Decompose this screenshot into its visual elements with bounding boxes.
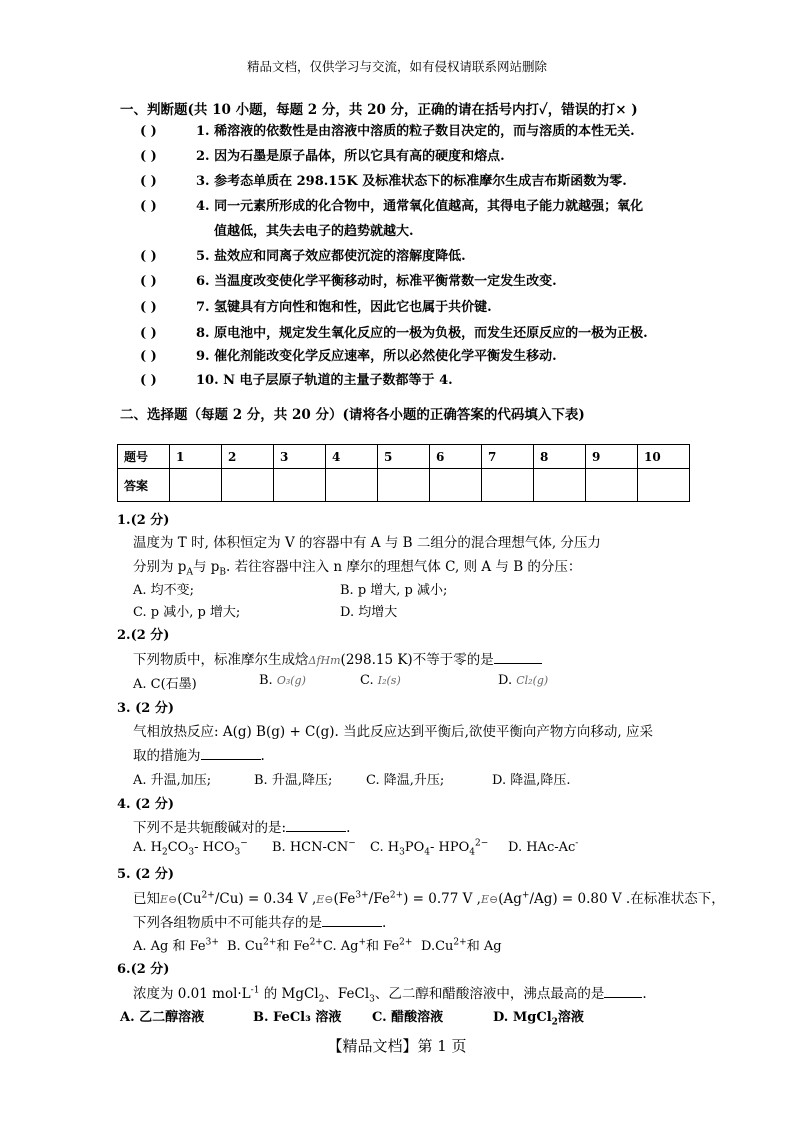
table-num: 7 xyxy=(482,445,534,469)
page-header: 精品文档，仅供学习与交流，如有侵权请联系网站删除 xyxy=(246,59,547,74)
tf-item-4-cont: 值越低，其失去电子的趋势就越大. xyxy=(214,224,414,239)
q1-option-c[interactable]: C. p 减小, p 增大; xyxy=(133,605,241,620)
answer-blank[interactable] xyxy=(604,985,642,998)
answer-cell[interactable] xyxy=(274,469,326,502)
answer-bracket[interactable]: ( ) xyxy=(140,124,157,139)
potential-symbol: E⊖ xyxy=(480,893,499,906)
answer-bracket[interactable]: ( ) xyxy=(140,326,157,341)
answer-cell[interactable] xyxy=(326,469,378,502)
q1-option-a[interactable]: A. 均不变; xyxy=(133,583,195,598)
q3-line1: 气相放热反应: A(g) B(g) + C(g). 当此反应达到平衡后,欲使平衡向产物方向移动, 应采 xyxy=(133,724,654,740)
q1-line1: 温度为 T 时, 体积恒定为 V 的容器中有 A 与 B 二组分的混合理想气体, 分压力 xyxy=(133,535,601,551)
section2-title: 二、选择题（每题 2 分，共 20 分）(请将各小题的正确答案的代码填入下表) xyxy=(120,407,585,423)
answer-bracket[interactable]: ( ) xyxy=(140,373,157,388)
table-num: 10 xyxy=(638,445,690,469)
q6-option-d[interactable]: D. MgCl$_2$溶液 xyxy=(493,1010,584,1028)
tf-item-3 xyxy=(140,170,627,189)
answer-bracket[interactable]: ( ) xyxy=(140,174,157,189)
tf-item-2 xyxy=(140,145,505,164)
tf-text: 9. 催化剂能改变化学反应速率，所以必然使化学平衡发生移动. xyxy=(196,349,557,364)
q2-number: 2.(2 分) xyxy=(117,628,170,643)
q5-option-d[interactable]: $D.Cu^{2+}$和 Ag xyxy=(421,937,502,954)
q4-number: 4. (2 分) xyxy=(117,797,174,812)
q1-option-d[interactable]: D. 均增大 xyxy=(340,605,398,620)
tf-text: 5. 盐效应和同离子效应都使沉淀的溶解度降低. xyxy=(196,249,466,264)
answer-bracket[interactable]: ( ) xyxy=(140,300,157,315)
answer-cell[interactable] xyxy=(170,469,222,502)
q4-option-b[interactable]: B. HCN-CN− xyxy=(272,838,356,855)
answer-bracket[interactable]: ( ) xyxy=(140,249,157,264)
q3-option-d[interactable]: D. 降温,降压. xyxy=(492,773,571,788)
potential-symbol: E⊖ xyxy=(160,893,178,906)
q4-option-c[interactable]: C. $H_3PO_4-$ $HPO_4^{2-}$ xyxy=(370,838,489,858)
q5-number: 5. (2 分) xyxy=(117,867,174,882)
answer-blank[interactable] xyxy=(494,651,542,664)
table-answer-label: 答案 xyxy=(118,469,170,502)
q3-option-b[interactable]: B. 升温,降压; xyxy=(254,773,333,788)
answer-cell[interactable] xyxy=(430,469,482,502)
q5-option-a[interactable]: A. Ag 和 $Fe^{3+}$ xyxy=(133,937,219,954)
table-head-label: 题号 xyxy=(118,445,170,469)
answer-bracket[interactable]: ( ) xyxy=(140,349,157,364)
answer-bracket[interactable]: ( ) xyxy=(140,149,157,164)
answer-cell[interactable] xyxy=(222,469,274,502)
answer-bracket[interactable]: ( ) xyxy=(140,199,157,214)
q5-line1: 已知$E⊖(Cu^{2+}/Cu) = 0.34$ V $,E⊖(Fe^{3+}/Fe^{2+}) = 0.77$ V ,E⊖(Ag+/Ag) = 0.80 V .在标准状态下， xyxy=(133,890,725,907)
tf-item-10 xyxy=(140,369,453,388)
tf-item-8 xyxy=(140,322,648,341)
answer-cell[interactable] xyxy=(586,469,638,502)
tf-text: 8. 原电池中，规定发生氧化反应的一极为负极，而发生还原反应的一极为正极. xyxy=(196,326,648,341)
q6-line1: 浓度为 0.01 $mol\cdot L^{-1}$ 的 MgCl$_2$、FeCl$_3$、乙二醇和醋酸溶液中，沸点最高的是 . xyxy=(133,985,647,1005)
q1-option-b[interactable]: B. p 增大, p 减小; xyxy=(340,583,448,598)
tf-text: 6. 当温度改变使化学平衡移动时，标准平衡常数一定发生改变. xyxy=(196,274,557,289)
q6-option-b[interactable]: B. FeCl₃ 溶液 xyxy=(253,1010,342,1025)
q6-option-a[interactable]: A. 乙二醇溶液 xyxy=(120,1010,205,1025)
q4-line1: 下列不是共轭酸碱对的是: . xyxy=(133,820,351,836)
tf-text: 4. 同一元素所形成的化合物中，通常氧化值越高，其得电子能力就越强；氧化 xyxy=(196,199,644,214)
answer-cell[interactable] xyxy=(638,469,690,502)
q6-number: 6.(2 分) xyxy=(117,962,170,977)
enthalpy-symbol: ΔfHm xyxy=(308,654,341,667)
q4-option-d[interactable]: D. HAc-Ac- xyxy=(508,838,579,855)
answer-blank[interactable] xyxy=(322,914,382,927)
q2-option-b[interactable]: B. O₃(g) xyxy=(259,673,306,688)
table-num: 5 xyxy=(378,445,430,469)
table-num: 6 xyxy=(430,445,482,469)
q2-option-c[interactable]: C. I₂(s) xyxy=(360,673,401,688)
table-num: 9 xyxy=(586,445,638,469)
answer-blank[interactable] xyxy=(201,747,261,760)
q3-number: 3. (2 分) xyxy=(117,701,174,716)
q2-option-d[interactable]: D. Cl₂(g) xyxy=(498,673,549,688)
tf-item-9 xyxy=(140,345,557,364)
answer-table xyxy=(117,444,690,502)
q5-line2: 下列各组物质中不可能共存的是 . xyxy=(133,915,387,931)
tf-text: 2. 因为石墨是原子晶体，所以它具有高的硬度和熔点. xyxy=(196,149,505,164)
tf-text: 10. N 电子层原子轨道的主量子数都等于 4. xyxy=(196,373,453,388)
q2-line1: 下列物质中，标准摩尔生成焓ΔfHm(298.15 K)不等于零的是 xyxy=(133,648,542,668)
tf-text: 7. 氢键具有方向性和饱和性，因此它也属于共价键. xyxy=(196,300,492,315)
q1-number: 1.(2 分) xyxy=(117,513,170,528)
page-footer: 【精品文档】第 1 页 xyxy=(327,1037,467,1055)
answer-cell[interactable] xyxy=(378,469,430,502)
q5-option-b[interactable]: B. $Cu^{2+}$和 $Fe^{2+}$ xyxy=(227,937,323,954)
table-num: 3 xyxy=(274,445,326,469)
q3-line2: 取的措施为 . xyxy=(133,748,265,764)
answer-cell[interactable] xyxy=(482,469,534,502)
table-num: 8 xyxy=(534,445,586,469)
q3-option-a[interactable]: A. 升温,加压; xyxy=(133,773,212,788)
q3-option-c[interactable]: C. 降温,升压; xyxy=(366,773,445,788)
table-num: 4 xyxy=(326,445,378,469)
table-num: 1 xyxy=(170,445,222,469)
answer-bracket[interactable]: ( ) xyxy=(140,274,157,289)
q1-line2: 分别为 $p_A$与 $p_B$. 若往容器中注入 n 摩尔的理想气体 C, 则 A 与 B 的分压： xyxy=(133,559,582,578)
tf-text: 1. 稀溶液的依数性是由溶液中溶质的粒子数目决定的，而与溶质的本性无关. xyxy=(196,124,635,139)
potential-symbol: E⊖ xyxy=(316,893,334,906)
tf-item-7 xyxy=(140,296,492,315)
answer-blank[interactable] xyxy=(286,819,346,832)
tf-text: 3. 参考态单质在 298.15K 及标准状态下的标准摩尔生成吉布斯函数为零. xyxy=(196,174,627,189)
tf-item-1 xyxy=(140,120,635,139)
q5-option-c[interactable]: C. Ag+和 $Fe^{2+}$ xyxy=(323,937,413,954)
q6-option-c[interactable]: C. 醋酸溶液 xyxy=(372,1010,444,1025)
tf-item-4 xyxy=(140,195,643,214)
table-num: 2 xyxy=(222,445,274,469)
tf-item-5 xyxy=(140,245,466,264)
tf-item-6 xyxy=(140,270,557,289)
answer-cell[interactable] xyxy=(534,469,586,502)
section1-title: 一、判断题(共 10 小题，每题 2 分，共 20 分，正确的请在括号内打✓，错误的打× ) xyxy=(120,102,638,118)
q2-option-a[interactable]: A. C(石墨) xyxy=(133,677,197,692)
q4-option-a[interactable]: A. $H_2CO_3-$ $HCO_3^-$ xyxy=(133,838,248,858)
